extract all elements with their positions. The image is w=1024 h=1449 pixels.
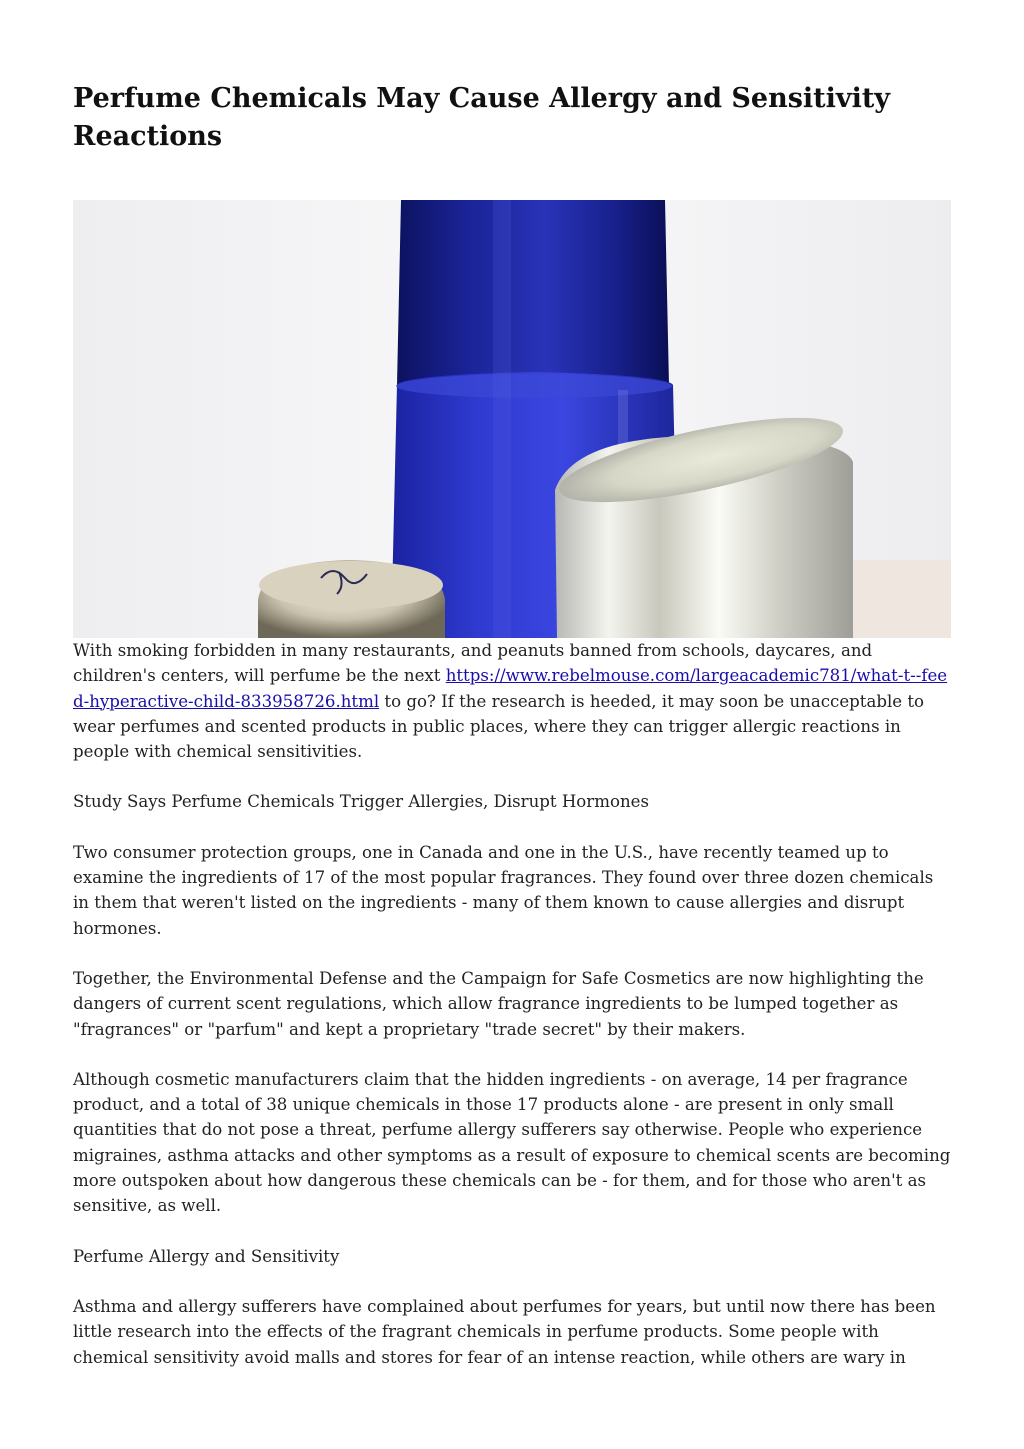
intro-text-after-link: to go? If the research is heeded, it may soon be unacceptable to wear perfumes and scented products in public places, where they can trigger allergic reactions in people with chemical sensitivities.	[73, 691, 925, 762]
paragraph-environmental-defense: Together, the Environmental Defense and the Campaign for Safe Cosmetics are now highlighting the dangers of current scent regulations, which allow fragrance ingredients to be lumped together as "fragrances" or "parfum" and kept a proprietary "trade secret" by their makers.	[73, 968, 924, 1039]
rebelmouse-link[interactable]: https://www.rebelmouse.com/largeacademic781/what-t--feed-hyperactive-child-833958726.html	[73, 666, 948, 711]
subheading-study: Study Says Perfume Chemicals Trigger Allergies, Disrupt Hormones	[73, 792, 649, 812]
article-body	[73, 638, 953, 1395]
paragraph-consumer-groups: Two consumer protection groups, one in Canada and one in the U.S., have recently teamed up to examine the ingredients of 17 of the most popular fragrances. They found over three dozen chemicals in them that weren't listed on the ingredients - many of them known to cause allergies and disrupt hormones.	[73, 842, 934, 938]
intro-text-before-link: With smoking forbidden in many restaurants, and peanuts banned from schools, daycares, and children's centers, will perfume be the next	[73, 641, 873, 686]
article-title: Perfume Chemicals May Cause Allergy and Sensitivity Reactions	[73, 83, 890, 152]
paragraph-manufacturers: Although cosmetic manufacturers claim that the hidden ingredients - on average, 14 per fragrance product, and a total of 38 unique chemicals in those 17 products alone - are present in only small quantities that do not pose a threat, perfume allergy sufferers say otherwise. People who experience migraines, asthma attacks and other symptoms as a result of exposure to chemical scents are becoming more outspoken about how dangerous these chemicals can be - for them, and for those who aren't as sensitive, as well.	[73, 1069, 951, 1216]
paragraph-asthma: Asthma and allergy sufferers have complained about perfumes for years, but until now there has been little research into the effects of the fragrant chemicals in perfume products. Some people with chemical sensitivity avoid malls and stores for fear of an intense reaction, while others are wary in	[73, 1296, 936, 1367]
subheading-perfume-allergy: Perfume Allergy and Sensitivity	[73, 1246, 340, 1266]
intro-paragraph	[73, 638, 953, 764]
perfume-bottles-photo	[73, 200, 951, 638]
